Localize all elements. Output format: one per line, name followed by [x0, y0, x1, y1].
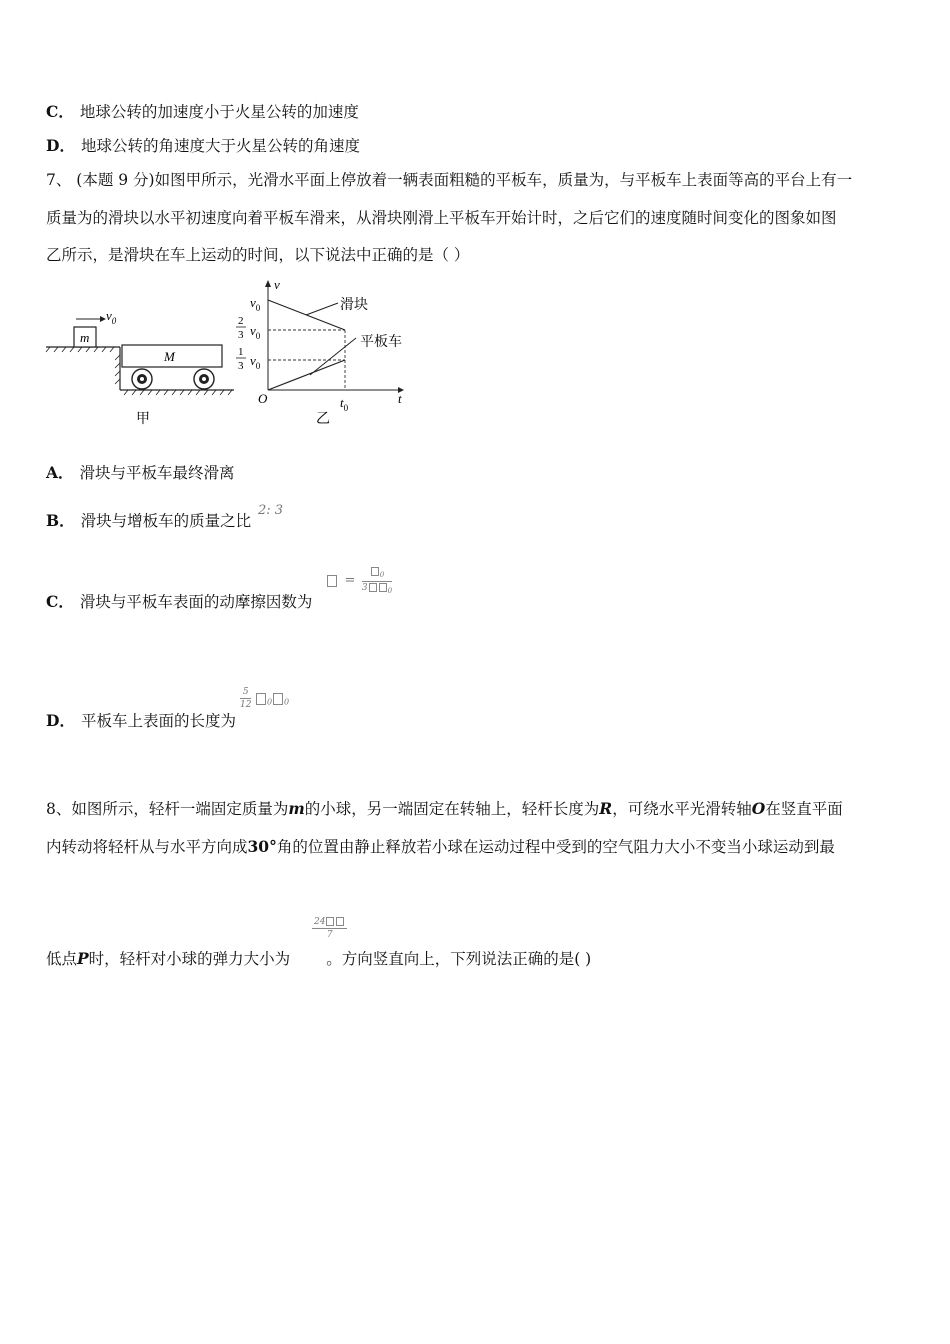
- cart-curve: [268, 360, 345, 390]
- option-text: 滑块与平板车表面的动摩擦因数为: [79, 593, 313, 611]
- rod-force-formula: $\frac{24}{7}$: [312, 916, 347, 941]
- friction-coefficient-formula: = $\frac{_0}{3 _0}$: [326, 566, 392, 597]
- caption-jia: 甲: [136, 412, 150, 427]
- frac-2-3-den: 3: [238, 329, 244, 341]
- q7-option-b: [46, 511, 251, 531]
- frac-1-3-den: 3: [238, 360, 244, 372]
- option-label: D．: [46, 711, 75, 730]
- option-label: C．: [46, 592, 74, 611]
- v0-label: $v_0$: [106, 308, 117, 326]
- q7-option-c: [46, 592, 312, 612]
- formula-placeholder-icon: [256, 693, 266, 705]
- q7-stem-line-2: 质量为的滑块以水平初速度向着平板车滑来，从滑块刚滑上平板车开始计时，之后它们的速度随时间变化的图象如图: [46, 209, 837, 227]
- option-text: 地球公转的加速度小于火星公转的加速度: [79, 103, 359, 121]
- slider-curve-label: 滑块: [340, 298, 368, 313]
- q6-option-c: [46, 102, 359, 122]
- option-text: 平板车上表面的长度为: [80, 712, 236, 730]
- option-text: 滑块与平板车最终滑离: [79, 464, 235, 482]
- option-label: A．: [46, 463, 74, 482]
- formula-placeholder-icon: [327, 575, 337, 587]
- y-label-v0: $v_0$: [250, 295, 261, 313]
- cart-wheel-right: [194, 369, 214, 389]
- q8-stem-line-1: 8、如图所示，轻杆一端固定质量为m的小球，另一端固定在转轴上，轻杆长度为R，可绕水平光滑转轴O在竖直平面: [46, 799, 843, 818]
- option-label: C．: [46, 102, 74, 121]
- q8-stem-line-2: 内转动将轻杆从与水平方向成30°角的位置由静止释放若小球在运动过程中受到的空气阻力大小不变当小球运动到最: [46, 837, 835, 856]
- option-label: B．: [46, 511, 75, 530]
- caption-yi: 乙: [316, 412, 330, 427]
- q8-stem-line-3: 低点P时，轻杆对小球的弹力大小为 。方向竖直向上，下列说法正确的是( ): [46, 949, 592, 968]
- axis-t-label: t: [398, 391, 402, 406]
- cart-label-leader: [310, 338, 356, 375]
- y-label-1-3-v0: $v_0$: [250, 353, 261, 371]
- cart-label: M: [164, 349, 175, 364]
- q7-option-a: [46, 463, 235, 483]
- frac-2-3-num: 2: [238, 315, 244, 327]
- v-axis-arrow: [265, 280, 271, 287]
- q7-stem-line-3: 乙所示，是滑块在车上运动的时间，以下说法中正确的是（ ）: [46, 246, 470, 264]
- q6-option-d: [46, 136, 360, 156]
- option-text: 地球公转的角速度大于火星公转的角速度: [80, 137, 360, 155]
- slider-label-leader: [306, 303, 338, 315]
- option-label: D．: [46, 136, 75, 155]
- q7-stem-line-1: 7、 (本题 9 分)如图甲所示，光滑水平面上停放着一辆表面粗糙的平板车，质量为，与平板车上表面等高的平台上有一: [46, 171, 853, 189]
- q7-figure: [40, 275, 420, 435]
- q7-option-d: [46, 711, 236, 731]
- formula-placeholder-icon: [273, 693, 283, 705]
- frac-1-3-num: 1: [238, 346, 244, 358]
- t0-label: $t_0$: [340, 395, 349, 413]
- axis-v-label: v: [274, 277, 280, 292]
- block-label: m: [80, 330, 90, 345]
- origin-label: O: [258, 391, 268, 406]
- y-label-2-3-v0: $v_0$: [250, 323, 261, 341]
- cart-curve-label: 平板车: [360, 335, 402, 350]
- board-length-formula: $\frac{5}{12}$ $_0$ $_0$: [240, 687, 290, 710]
- option-text: 滑块与增板车的质量之比: [80, 512, 252, 530]
- mass-ratio-formula: 2: 3: [258, 503, 284, 518]
- cart-wheel-left: [132, 369, 152, 389]
